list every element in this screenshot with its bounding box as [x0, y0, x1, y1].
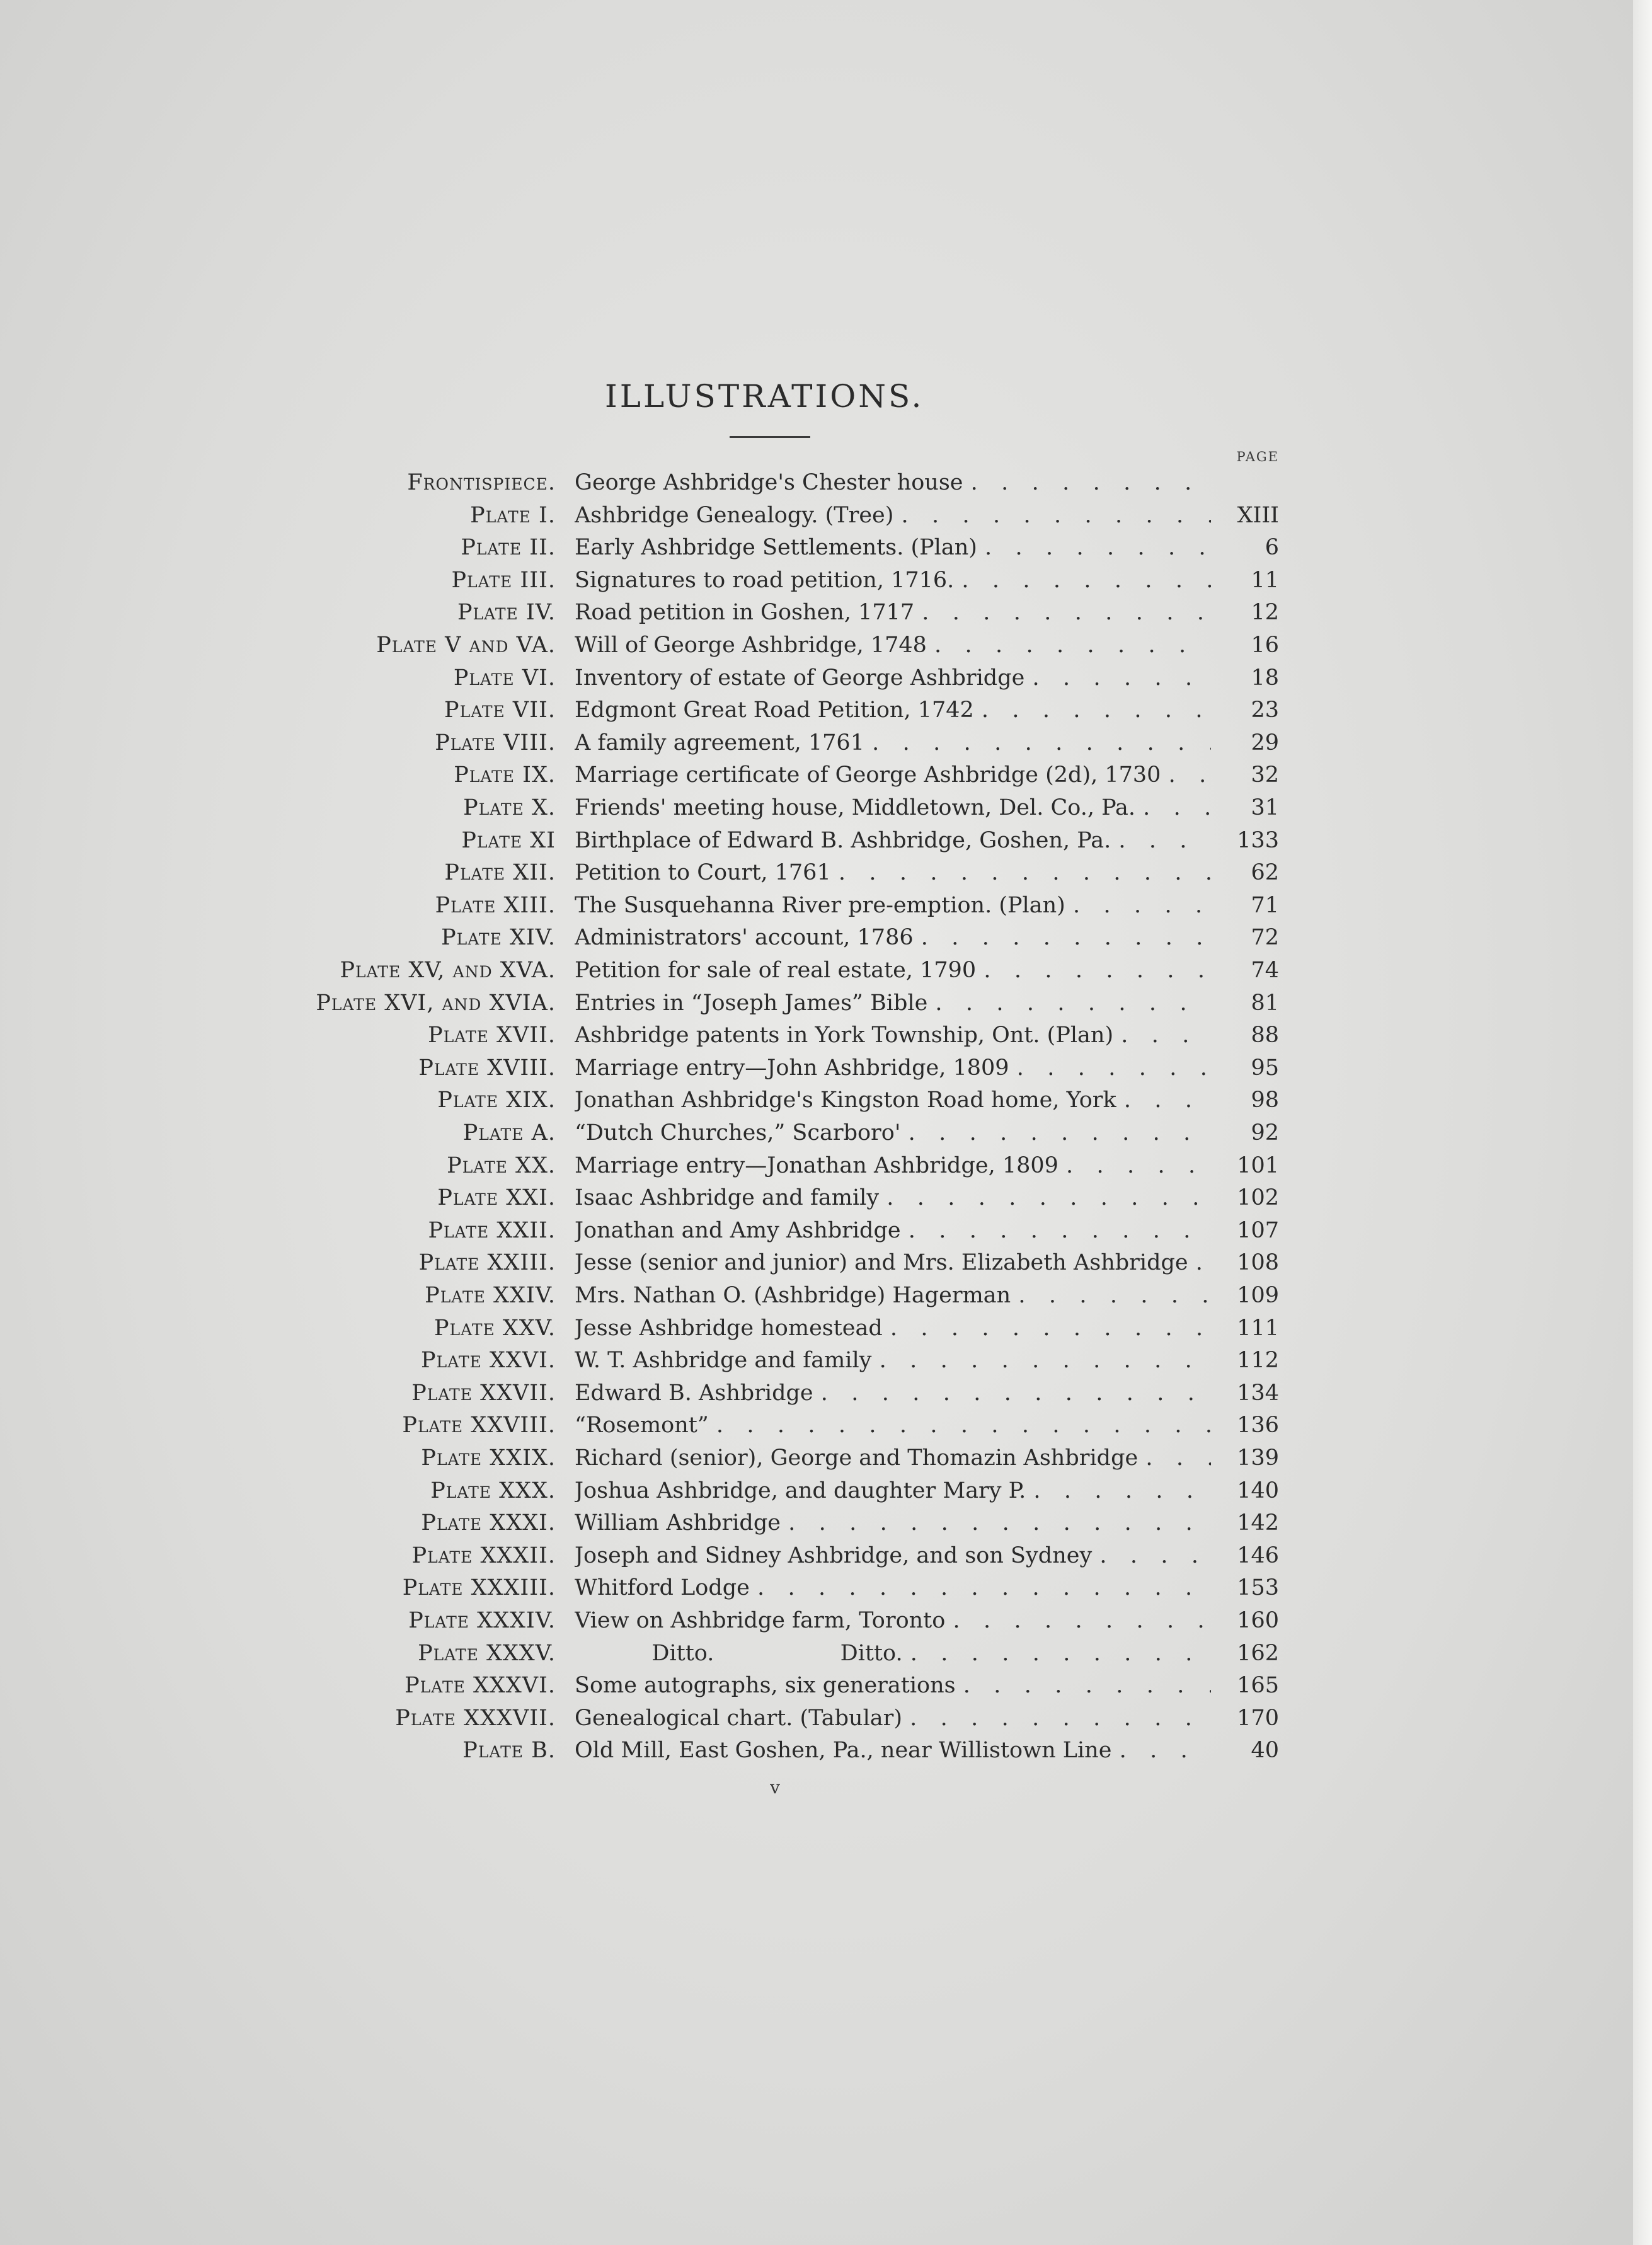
page-number: 40 [1251, 1738, 1279, 1764]
page-number: 32 [1251, 762, 1279, 788]
illustration-description: View on Ashbridge farm, Toronto . . [575, 1604, 1211, 1637]
list-item [0, 1539, 1652, 1572]
illustration-description: Genealogical chart. (Tabular) . . [575, 1702, 1211, 1735]
plate-label: Plate XXXIII. [402, 1575, 556, 1601]
illustration-description: Signatures to road petition, 1716. . . [575, 564, 1211, 597]
plate-label: Plate XXV. [433, 1315, 556, 1341]
page-number: 112 [1237, 1348, 1279, 1374]
page-number: 142 [1237, 1510, 1279, 1536]
page-number: 107 [1237, 1217, 1279, 1243]
list-item [0, 1442, 1652, 1474]
plate-label: Plate A. [462, 1120, 556, 1145]
plate-label: Plate XXXV. [418, 1640, 556, 1666]
illustration-description: Birthplace of Edward B. Ashbridge, Goshen, Pa. . . [575, 824, 1211, 857]
illustration-description: Old Mill, East Goshen, Pa., near Willistown Line . . [575, 1734, 1211, 1767]
list-item [0, 1312, 1652, 1345]
page-number: 108 [1237, 1250, 1279, 1276]
page-folio: v [770, 1777, 780, 1798]
page-number: 165 [1237, 1673, 1279, 1699]
plate-label: Plate XI [461, 827, 556, 853]
list-item [0, 726, 1652, 759]
page-number: 11 [1251, 567, 1279, 593]
plate-label: Plate VII. [444, 698, 556, 723]
illustration-description: “Rosemont” . . [575, 1409, 1211, 1442]
page-number: 81 [1251, 990, 1279, 1016]
plate-label: Plate XVI, and XVIA. [316, 990, 556, 1016]
page-number: 31 [1251, 795, 1279, 820]
illustration-description: W. T. Ashbridge and family . . [575, 1344, 1211, 1377]
list-item [0, 1604, 1652, 1637]
illustration-description: Richard (senior), George and Thomazin Ashbridge . . [575, 1442, 1211, 1474]
illustration-description: Edgmont Great Road Petition, 1742 . . [575, 694, 1211, 726]
illustration-description: Early Ashbridge Settlements. (Plan) . . [575, 531, 1211, 564]
illustration-description: Jesse Ashbridge homestead . . [575, 1312, 1211, 1345]
page-number: 71 [1251, 892, 1279, 918]
plate-label: Plate X. [463, 795, 556, 820]
list-item [0, 889, 1652, 922]
plate-label: Plate XV, and XVA. [340, 958, 556, 983]
page-number: 72 [1251, 925, 1279, 951]
plate-label: Plate XXXVI. [404, 1673, 556, 1699]
illustration-description: Petition to Court, 1761 . . [575, 856, 1211, 889]
illustration-description: Friends' meeting house, Middletown, Del. Co., Pa. . . [575, 791, 1211, 824]
page-number: 109 [1237, 1283, 1279, 1308]
illustration-description: Marriage certificate of George Ashbridge (2d), 1730 . . [575, 759, 1211, 791]
list-item [0, 759, 1652, 791]
page-number: 140 [1237, 1478, 1279, 1503]
list-item [0, 694, 1652, 726]
page-number: 16 [1251, 633, 1279, 658]
plate-label: Plate XXVI. [421, 1348, 556, 1374]
illustration-description: Mrs. Nathan O. (Ashbridge) Hagerman . . [575, 1279, 1211, 1312]
list-item [0, 1214, 1652, 1247]
plate-label: Plate XXVIII. [402, 1413, 556, 1438]
page-number: 134 [1237, 1380, 1279, 1406]
page-number: 12 [1251, 600, 1279, 626]
plate-label: Plate XXII. [428, 1217, 556, 1243]
illustration-description: Entries in “Joseph James” Bible . . [575, 987, 1211, 1019]
plate-label: Plate IX. [454, 762, 556, 788]
list-item [0, 629, 1652, 662]
plate-label: Plate XXXIV. [408, 1608, 556, 1633]
list-item [0, 564, 1652, 597]
page-number: 62 [1251, 860, 1279, 886]
illustration-description: Joseph and Sidney Ashbridge, and son Sydney . . [575, 1539, 1211, 1572]
plate-label: Plate II. [461, 535, 556, 561]
list-item [0, 824, 1652, 857]
illustration-description: Ashbridge patents in York Township, Ont. (Plan) . . [575, 1019, 1211, 1052]
page-number: 146 [1237, 1542, 1279, 1568]
illustration-description: Jonathan and Amy Ashbridge . . [575, 1214, 1211, 1247]
plate-label: Plate XIV. [441, 925, 556, 951]
list-item [0, 1052, 1652, 1084]
list-item [0, 531, 1652, 564]
illustration-description: A family agreement, 1761 . . [575, 726, 1211, 759]
illustration-description: Ditto. Ditto. . . [575, 1637, 1211, 1670]
plate-label: Plate XXXII. [411, 1542, 556, 1568]
plate-label: Plate V and VA. [376, 633, 556, 658]
list-item [0, 1084, 1652, 1117]
plate-label: Plate XXI. [437, 1185, 556, 1211]
plate-label: Plate XXXI. [421, 1510, 556, 1536]
plate-label: Plate I. [470, 502, 556, 528]
plate-label: Plate XVII. [428, 1023, 556, 1048]
plate-label: Frontispiece. [407, 470, 556, 495]
list-item [0, 1377, 1652, 1410]
plate-label: Plate XXIII. [418, 1250, 556, 1276]
illustration-description: George Ashbridge's Chester house . . [575, 466, 1211, 499]
list-item [0, 1702, 1652, 1735]
page-number: 6 [1265, 535, 1279, 561]
list-item [0, 1474, 1652, 1507]
illustration-description: Marriage entry—John Ashbridge, 1809 . . [575, 1052, 1211, 1084]
illustration-description: Inventory of estate of George Ashbridge . . [575, 662, 1211, 694]
illustration-description: “Dutch Churches,” Scarboro' . . [575, 1117, 1211, 1149]
plate-label: Plate XIX. [437, 1088, 556, 1113]
plate-label: Plate VI. [453, 665, 556, 691]
illustration-description: The Susquehanna River pre-emption. (Plan) . . [575, 889, 1211, 922]
list-item [0, 921, 1652, 954]
plate-label: Plate XII. [444, 860, 556, 886]
page-number: 95 [1251, 1055, 1279, 1081]
list-item [0, 1669, 1652, 1702]
list-item [0, 856, 1652, 889]
list-item [0, 466, 1652, 499]
list-item [0, 1117, 1652, 1149]
list-item [0, 791, 1652, 824]
page-number: 74 [1251, 958, 1279, 983]
title-rule [730, 436, 810, 438]
page-number: 111 [1237, 1315, 1279, 1341]
list-item [0, 1344, 1652, 1377]
illustration-description: William Ashbridge . . [575, 1507, 1211, 1539]
plate-label: Plate XXIV. [425, 1283, 556, 1308]
illustration-description: Jesse (senior and junior) and Mrs. Elizabeth Ashbridge . . [575, 1246, 1211, 1279]
list-item [0, 1149, 1652, 1182]
illustration-description: Joshua Ashbridge, and daughter Mary P. . . [575, 1474, 1211, 1507]
page-number: 160 [1237, 1608, 1279, 1633]
plate-label: Plate XXIX. [421, 1445, 556, 1471]
plate-label: Plate XXX. [430, 1478, 556, 1503]
page-title: ILLUSTRATIONS. [605, 378, 924, 415]
page-number: 162 [1237, 1640, 1279, 1666]
page-number: 101 [1237, 1152, 1279, 1178]
illustration-description: Petition for sale of real estate, 1790 . . [575, 954, 1211, 987]
list-item [0, 1637, 1652, 1670]
list-item [0, 499, 1652, 532]
illustration-description: Isaac Ashbridge and family . . [575, 1181, 1211, 1214]
illustration-description: Whitford Lodge . . [575, 1571, 1211, 1604]
plate-label: Plate XXXVII. [395, 1705, 556, 1731]
list-item [0, 662, 1652, 694]
plate-label: Plate IV. [457, 600, 556, 626]
plate-label: Plate XX. [447, 1152, 556, 1178]
list-item [0, 1279, 1652, 1312]
page-number: 102 [1237, 1185, 1279, 1211]
list-item [0, 1019, 1652, 1052]
list-item [0, 1571, 1652, 1604]
plate-label: Plate VIII. [435, 730, 556, 755]
illustration-description: Jonathan Ashbridge's Kingston Road home, York . . [575, 1084, 1211, 1117]
list-item [0, 1246, 1652, 1279]
illustration-description: Will of George Ashbridge, 1748 . . [575, 629, 1211, 662]
plate-label: Plate III. [451, 567, 556, 593]
page-number: 92 [1251, 1120, 1279, 1145]
list-item [0, 954, 1652, 987]
page-number: 139 [1237, 1445, 1279, 1471]
illustration-description: Ashbridge Genealogy. (Tree) . . [575, 499, 1211, 532]
list-item [0, 1734, 1652, 1767]
list-item [0, 987, 1652, 1019]
page-number: 170 [1237, 1705, 1279, 1731]
page-number: 136 [1237, 1413, 1279, 1438]
page-number: 153 [1237, 1575, 1279, 1601]
page-number: 88 [1251, 1023, 1279, 1048]
page-number: 23 [1251, 698, 1279, 723]
list-item [0, 1507, 1652, 1539]
list-item [0, 596, 1652, 629]
plate-label: Plate XVIII. [418, 1055, 556, 1081]
page-number: 98 [1251, 1088, 1279, 1113]
page-number: 29 [1251, 730, 1279, 755]
page-number: 133 [1237, 827, 1279, 853]
page-column-header: PAGE [1236, 449, 1279, 464]
plate-label: Plate B. [462, 1738, 556, 1764]
illustration-description: Some autographs, six generations . . [575, 1669, 1211, 1702]
list-item [0, 1181, 1652, 1214]
plate-label: Plate XXVII. [411, 1380, 556, 1406]
plate-label: Plate XIII. [435, 892, 556, 918]
page-number: XIII [1237, 502, 1279, 528]
list-item [0, 1409, 1652, 1442]
illustration-description: Edward B. Ashbridge . . [575, 1377, 1211, 1410]
illustration-description: Marriage entry—Jonathan Ashbridge, 1809 . . [575, 1149, 1211, 1182]
illustration-description: Road petition in Goshen, 1717 . . [575, 596, 1211, 629]
illustration-description: Administrators' account, 1786 . . [575, 921, 1211, 954]
page-number: 18 [1251, 665, 1279, 691]
